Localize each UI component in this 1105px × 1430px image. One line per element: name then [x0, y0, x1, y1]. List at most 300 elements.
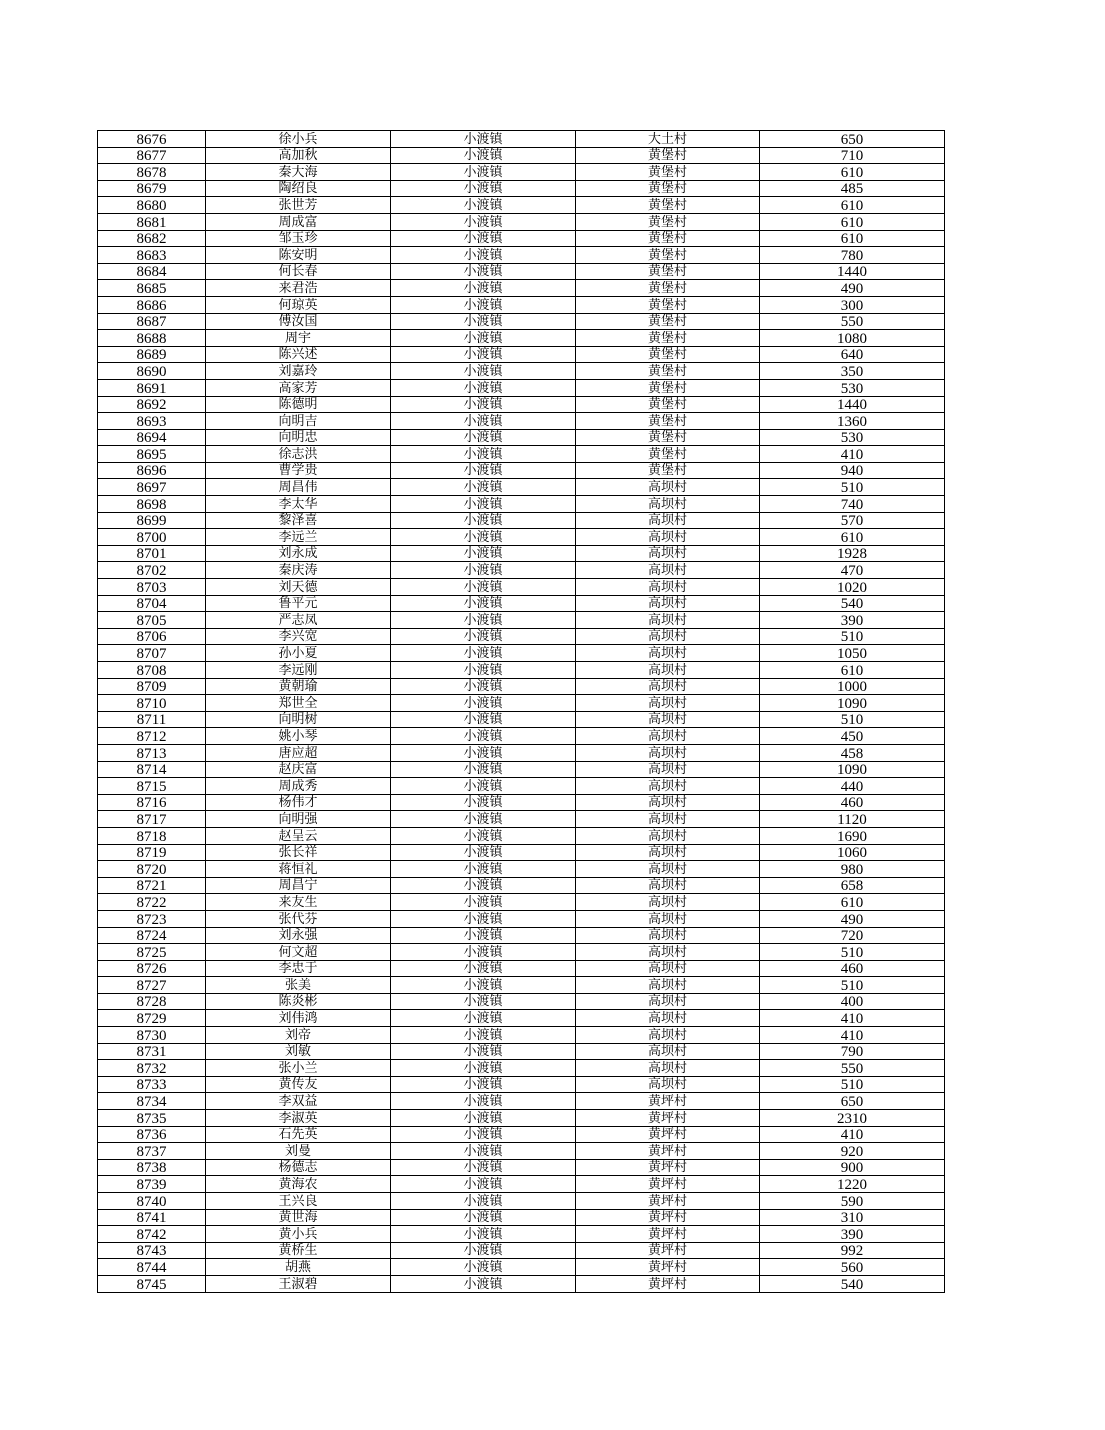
row-number-cell: 8714	[98, 761, 206, 778]
town-cell: 小渡镇	[391, 247, 576, 264]
row-number-cell: 8686	[98, 296, 206, 313]
amount-cell: 1360	[760, 413, 945, 430]
row-number-cell: 8678	[98, 164, 206, 181]
village-cell: 高坝村	[576, 944, 760, 961]
town-cell: 小渡镇	[391, 413, 576, 430]
row-number-cell: 8688	[98, 330, 206, 347]
amount-cell: 410	[760, 1010, 945, 1027]
village-cell: 黄坪村	[576, 1275, 760, 1292]
row-number-cell: 8716	[98, 794, 206, 811]
village-cell: 黄堡村	[576, 429, 760, 446]
name-cell: 王兴良	[206, 1193, 391, 1210]
name-cell: 黎泽喜	[206, 512, 391, 529]
row-number-cell: 8734	[98, 1093, 206, 1110]
name-cell: 刘曼	[206, 1143, 391, 1160]
table-row	[98, 1143, 945, 1160]
amount-cell: 900	[760, 1159, 945, 1176]
village-cell: 黄坪村	[576, 1126, 760, 1143]
amount-cell: 510	[760, 944, 945, 961]
name-cell: 赵庆富	[206, 761, 391, 778]
table-row	[98, 197, 945, 214]
table-row	[98, 1209, 945, 1226]
name-cell: 陶绍良	[206, 180, 391, 197]
name-cell: 黄小兵	[206, 1226, 391, 1243]
table-row	[98, 844, 945, 861]
row-number-cell: 8691	[98, 379, 206, 396]
row-number-cell: 8744	[98, 1259, 206, 1276]
town-cell: 小渡镇	[391, 379, 576, 396]
town-cell: 小渡镇	[391, 1060, 576, 1077]
amount-cell: 410	[760, 446, 945, 463]
town-cell: 小渡镇	[391, 744, 576, 761]
town-cell: 小渡镇	[391, 695, 576, 712]
table-row	[98, 960, 945, 977]
name-cell: 严志凤	[206, 612, 391, 629]
amount-cell: 940	[760, 462, 945, 479]
town-cell: 小渡镇	[391, 1159, 576, 1176]
name-cell: 黄世海	[206, 1209, 391, 1226]
amount-cell: 510	[760, 1076, 945, 1093]
amount-cell: 400	[760, 993, 945, 1010]
table-row	[98, 894, 945, 911]
village-cell: 高坝村	[576, 496, 760, 513]
row-number-cell: 8731	[98, 1043, 206, 1060]
row-number-cell: 8710	[98, 695, 206, 712]
table-row	[98, 363, 945, 380]
village-cell: 黄堡村	[576, 296, 760, 313]
name-cell: 刘永强	[206, 927, 391, 944]
row-number-cell: 8679	[98, 180, 206, 197]
row-number-cell: 8723	[98, 910, 206, 927]
row-number-cell: 8732	[98, 1060, 206, 1077]
amount-cell: 510	[760, 479, 945, 496]
name-cell: 徐小兵	[206, 131, 391, 148]
village-cell: 黄坪村	[576, 1242, 760, 1259]
amount-cell: 610	[760, 213, 945, 230]
amount-cell: 390	[760, 1226, 945, 1243]
town-cell: 小渡镇	[391, 612, 576, 629]
name-cell: 黄传友	[206, 1076, 391, 1093]
town-cell: 小渡镇	[391, 977, 576, 994]
town-cell: 小渡镇	[391, 960, 576, 977]
amount-cell: 460	[760, 794, 945, 811]
town-cell: 小渡镇	[391, 396, 576, 413]
amount-cell: 530	[760, 379, 945, 396]
row-number-cell: 8689	[98, 346, 206, 363]
village-cell: 高坝村	[576, 910, 760, 927]
name-cell: 刘敏	[206, 1043, 391, 1060]
name-cell: 何长春	[206, 263, 391, 280]
row-number-cell: 8735	[98, 1110, 206, 1127]
amount-cell: 460	[760, 960, 945, 977]
amount-cell: 540	[760, 1275, 945, 1292]
row-number-cell: 8742	[98, 1226, 206, 1243]
village-cell: 高坝村	[576, 512, 760, 529]
row-number-cell: 8724	[98, 927, 206, 944]
row-number-cell: 8730	[98, 1027, 206, 1044]
amount-cell: 1090	[760, 695, 945, 712]
village-cell: 黄堡村	[576, 446, 760, 463]
name-cell: 向明忠	[206, 429, 391, 446]
table-row	[98, 977, 945, 994]
amount-cell: 560	[760, 1259, 945, 1276]
amount-cell: 300	[760, 296, 945, 313]
village-cell: 高坝村	[576, 529, 760, 546]
town-cell: 小渡镇	[391, 678, 576, 695]
table-row	[98, 1259, 945, 1276]
row-number-cell: 8726	[98, 960, 206, 977]
town-cell: 小渡镇	[391, 1275, 576, 1292]
town-cell: 小渡镇	[391, 1226, 576, 1243]
town-cell: 小渡镇	[391, 844, 576, 861]
name-cell: 李远刚	[206, 662, 391, 679]
town-cell: 小渡镇	[391, 512, 576, 529]
name-cell: 邹玉珍	[206, 230, 391, 247]
table-row	[98, 827, 945, 844]
amount-cell: 570	[760, 512, 945, 529]
amount-cell: 1120	[760, 811, 945, 828]
amount-cell: 610	[760, 164, 945, 181]
table-row	[98, 1242, 945, 1259]
row-number-cell: 8694	[98, 429, 206, 446]
table-row	[98, 678, 945, 695]
name-cell: 陈炎彬	[206, 993, 391, 1010]
town-cell: 小渡镇	[391, 993, 576, 1010]
amount-cell: 610	[760, 894, 945, 911]
amount-cell: 1000	[760, 678, 945, 695]
table-row	[98, 927, 945, 944]
town-cell: 小渡镇	[391, 645, 576, 662]
village-cell: 高坝村	[576, 479, 760, 496]
table-row	[98, 396, 945, 413]
table-row	[98, 1176, 945, 1193]
town-cell: 小渡镇	[391, 1043, 576, 1060]
village-cell: 黄坪村	[576, 1193, 760, 1210]
village-cell: 高坝村	[576, 861, 760, 878]
table-row	[98, 429, 945, 446]
town-cell: 小渡镇	[391, 711, 576, 728]
town-cell: 小渡镇	[391, 213, 576, 230]
table-row	[98, 512, 945, 529]
village-cell: 高坝村	[576, 711, 760, 728]
table-row	[98, 280, 945, 297]
town-cell: 小渡镇	[391, 579, 576, 596]
town-cell: 小渡镇	[391, 164, 576, 181]
row-number-cell: 8700	[98, 529, 206, 546]
row-number-cell: 8719	[98, 844, 206, 861]
table-row	[98, 147, 945, 164]
village-cell: 大土村	[576, 131, 760, 148]
name-cell: 李太华	[206, 496, 391, 513]
village-cell: 高坝村	[576, 877, 760, 894]
town-cell: 小渡镇	[391, 1143, 576, 1160]
name-cell: 孙小夏	[206, 645, 391, 662]
name-cell: 陈兴述	[206, 346, 391, 363]
row-number-cell: 8740	[98, 1193, 206, 1210]
village-cell: 黄堡村	[576, 413, 760, 430]
amount-cell: 1090	[760, 761, 945, 778]
village-cell: 高坝村	[576, 1076, 760, 1093]
village-cell: 高坝村	[576, 628, 760, 645]
table-row	[98, 877, 945, 894]
amount-cell: 980	[760, 861, 945, 878]
village-cell: 黄坪村	[576, 1159, 760, 1176]
amount-cell: 610	[760, 662, 945, 679]
table-row	[98, 1126, 945, 1143]
row-number-cell: 8738	[98, 1159, 206, 1176]
town-cell: 小渡镇	[391, 263, 576, 280]
row-number-cell: 8705	[98, 612, 206, 629]
amount-cell: 458	[760, 744, 945, 761]
name-cell: 曹学贵	[206, 462, 391, 479]
row-number-cell: 8718	[98, 827, 206, 844]
town-cell: 小渡镇	[391, 529, 576, 546]
name-cell: 何文超	[206, 944, 391, 961]
table-row	[98, 1110, 945, 1127]
village-cell: 黄坪村	[576, 1209, 760, 1226]
table-row	[98, 330, 945, 347]
row-number-cell: 8698	[98, 496, 206, 513]
row-number-cell: 8703	[98, 579, 206, 596]
table-row	[98, 662, 945, 679]
amount-cell: 640	[760, 346, 945, 363]
town-cell: 小渡镇	[391, 811, 576, 828]
row-number-cell: 8709	[98, 678, 206, 695]
table-row	[98, 1159, 945, 1176]
village-cell: 高坝村	[576, 562, 760, 579]
row-number-cell: 8695	[98, 446, 206, 463]
name-cell: 李远兰	[206, 529, 391, 546]
name-cell: 周昌宁	[206, 877, 391, 894]
table-row	[98, 1275, 945, 1292]
village-cell: 高坝村	[576, 844, 760, 861]
table-row	[98, 446, 945, 463]
village-cell: 高坝村	[576, 662, 760, 679]
amount-cell: 780	[760, 247, 945, 264]
row-number-cell: 8729	[98, 1010, 206, 1027]
town-cell: 小渡镇	[391, 827, 576, 844]
name-cell: 张世芳	[206, 197, 391, 214]
town-cell: 小渡镇	[391, 280, 576, 297]
table-row	[98, 1060, 945, 1077]
table-row	[98, 1010, 945, 1027]
name-cell: 石先英	[206, 1126, 391, 1143]
town-cell: 小渡镇	[391, 1242, 576, 1259]
amount-cell: 992	[760, 1242, 945, 1259]
table-row	[98, 479, 945, 496]
village-cell: 高坝村	[576, 1060, 760, 1077]
amount-cell: 740	[760, 496, 945, 513]
village-cell: 黄堡村	[576, 396, 760, 413]
amount-cell: 490	[760, 910, 945, 927]
row-number-cell: 8715	[98, 778, 206, 795]
amount-cell: 610	[760, 230, 945, 247]
table-row	[98, 711, 945, 728]
name-cell: 向明吉	[206, 413, 391, 430]
row-number-cell: 8687	[98, 313, 206, 330]
village-cell: 黄堡村	[576, 363, 760, 380]
name-cell: 胡燕	[206, 1259, 391, 1276]
village-cell: 黄堡村	[576, 346, 760, 363]
village-cell: 高坝村	[576, 612, 760, 629]
village-cell: 黄坪村	[576, 1093, 760, 1110]
table-row	[98, 164, 945, 181]
amount-cell: 658	[760, 877, 945, 894]
town-cell: 小渡镇	[391, 595, 576, 612]
village-cell: 高坝村	[576, 778, 760, 795]
amount-cell: 1440	[760, 396, 945, 413]
row-number-cell: 8699	[98, 512, 206, 529]
village-cell: 黄堡村	[576, 147, 760, 164]
village-cell: 黄堡村	[576, 330, 760, 347]
town-cell: 小渡镇	[391, 296, 576, 313]
table-row	[98, 562, 945, 579]
name-cell: 黄桥生	[206, 1242, 391, 1259]
amount-cell: 510	[760, 977, 945, 994]
name-cell: 黄朝瑜	[206, 678, 391, 695]
row-number-cell: 8701	[98, 545, 206, 562]
row-number-cell: 8696	[98, 462, 206, 479]
town-cell: 小渡镇	[391, 446, 576, 463]
town-cell: 小渡镇	[391, 230, 576, 247]
row-number-cell: 8743	[98, 1242, 206, 1259]
name-cell: 李淑英	[206, 1110, 391, 1127]
name-cell: 张代芬	[206, 910, 391, 927]
village-cell: 高坝村	[576, 794, 760, 811]
name-cell: 刘嘉玲	[206, 363, 391, 380]
amount-cell: 610	[760, 529, 945, 546]
village-cell: 高坝村	[576, 728, 760, 745]
town-cell: 小渡镇	[391, 894, 576, 911]
name-cell: 王淑碧	[206, 1275, 391, 1292]
table-row	[98, 993, 945, 1010]
name-cell: 唐应超	[206, 744, 391, 761]
village-cell: 高坝村	[576, 761, 760, 778]
village-cell: 黄堡村	[576, 213, 760, 230]
name-cell: 傅汝国	[206, 313, 391, 330]
amount-cell: 450	[760, 728, 945, 745]
table-row	[98, 612, 945, 629]
village-cell: 黄坪村	[576, 1259, 760, 1276]
village-cell: 高坝村	[576, 579, 760, 596]
village-cell: 高坝村	[576, 960, 760, 977]
town-cell: 小渡镇	[391, 628, 576, 645]
village-cell: 高坝村	[576, 1010, 760, 1027]
amount-cell: 440	[760, 778, 945, 795]
village-cell: 黄堡村	[576, 164, 760, 181]
town-cell: 小渡镇	[391, 313, 576, 330]
table-row	[98, 296, 945, 313]
village-cell: 黄堡村	[576, 180, 760, 197]
amount-cell: 720	[760, 927, 945, 944]
village-cell: 黄堡村	[576, 263, 760, 280]
amount-cell: 1020	[760, 579, 945, 596]
name-cell: 李忠于	[206, 960, 391, 977]
amount-cell: 490	[760, 280, 945, 297]
table-row	[98, 313, 945, 330]
amount-cell: 2310	[760, 1110, 945, 1127]
amount-cell: 1080	[760, 330, 945, 347]
data-table	[97, 130, 945, 1293]
row-number-cell: 8713	[98, 744, 206, 761]
row-number-cell: 8722	[98, 894, 206, 911]
village-cell: 高坝村	[576, 894, 760, 911]
town-cell: 小渡镇	[391, 330, 576, 347]
name-cell: 黄海农	[206, 1176, 391, 1193]
row-number-cell: 8736	[98, 1126, 206, 1143]
town-cell: 小渡镇	[391, 1176, 576, 1193]
name-cell: 周宇	[206, 330, 391, 347]
amount-cell: 1220	[760, 1176, 945, 1193]
village-cell: 黄坪村	[576, 1176, 760, 1193]
town-cell: 小渡镇	[391, 496, 576, 513]
name-cell: 杨伟才	[206, 794, 391, 811]
name-cell: 来友生	[206, 894, 391, 911]
town-cell: 小渡镇	[391, 1076, 576, 1093]
table-row	[98, 761, 945, 778]
village-cell: 高坝村	[576, 977, 760, 994]
amount-cell: 920	[760, 1143, 945, 1160]
name-cell: 高加秋	[206, 147, 391, 164]
village-cell: 黄堡村	[576, 280, 760, 297]
village-cell: 黄堡村	[576, 313, 760, 330]
town-cell: 小渡镇	[391, 1259, 576, 1276]
amount-cell: 610	[760, 197, 945, 214]
name-cell: 刘伟鸿	[206, 1010, 391, 1027]
name-cell: 秦大海	[206, 164, 391, 181]
row-number-cell: 8677	[98, 147, 206, 164]
village-cell: 黄堡村	[576, 247, 760, 264]
amount-cell: 310	[760, 1209, 945, 1226]
town-cell: 小渡镇	[391, 761, 576, 778]
name-cell: 刘帝	[206, 1027, 391, 1044]
name-cell: 徐志洪	[206, 446, 391, 463]
village-cell: 高坝村	[576, 645, 760, 662]
name-cell: 刘天德	[206, 579, 391, 596]
table-body	[98, 131, 945, 1293]
amount-cell: 1928	[760, 545, 945, 562]
town-cell: 小渡镇	[391, 462, 576, 479]
town-cell: 小渡镇	[391, 1126, 576, 1143]
table-row	[98, 1193, 945, 1210]
village-cell: 高坝村	[576, 595, 760, 612]
row-number-cell: 8712	[98, 728, 206, 745]
town-cell: 小渡镇	[391, 728, 576, 745]
table-row	[98, 944, 945, 961]
amount-cell: 350	[760, 363, 945, 380]
name-cell: 姚小琴	[206, 728, 391, 745]
table-row	[98, 247, 945, 264]
amount-cell: 540	[760, 595, 945, 612]
table-row	[98, 213, 945, 230]
table-row	[98, 628, 945, 645]
table-row	[98, 778, 945, 795]
table-row	[98, 496, 945, 513]
amount-cell: 470	[760, 562, 945, 579]
name-cell: 张长祥	[206, 844, 391, 861]
town-cell: 小渡镇	[391, 562, 576, 579]
village-cell: 黄坪村	[576, 1226, 760, 1243]
amount-cell: 650	[760, 131, 945, 148]
row-number-cell: 8728	[98, 993, 206, 1010]
row-number-cell: 8681	[98, 213, 206, 230]
town-cell: 小渡镇	[391, 861, 576, 878]
row-number-cell: 8693	[98, 413, 206, 430]
village-cell: 高坝村	[576, 927, 760, 944]
row-number-cell: 8706	[98, 628, 206, 645]
amount-cell: 1050	[760, 645, 945, 662]
name-cell: 何琼英	[206, 296, 391, 313]
